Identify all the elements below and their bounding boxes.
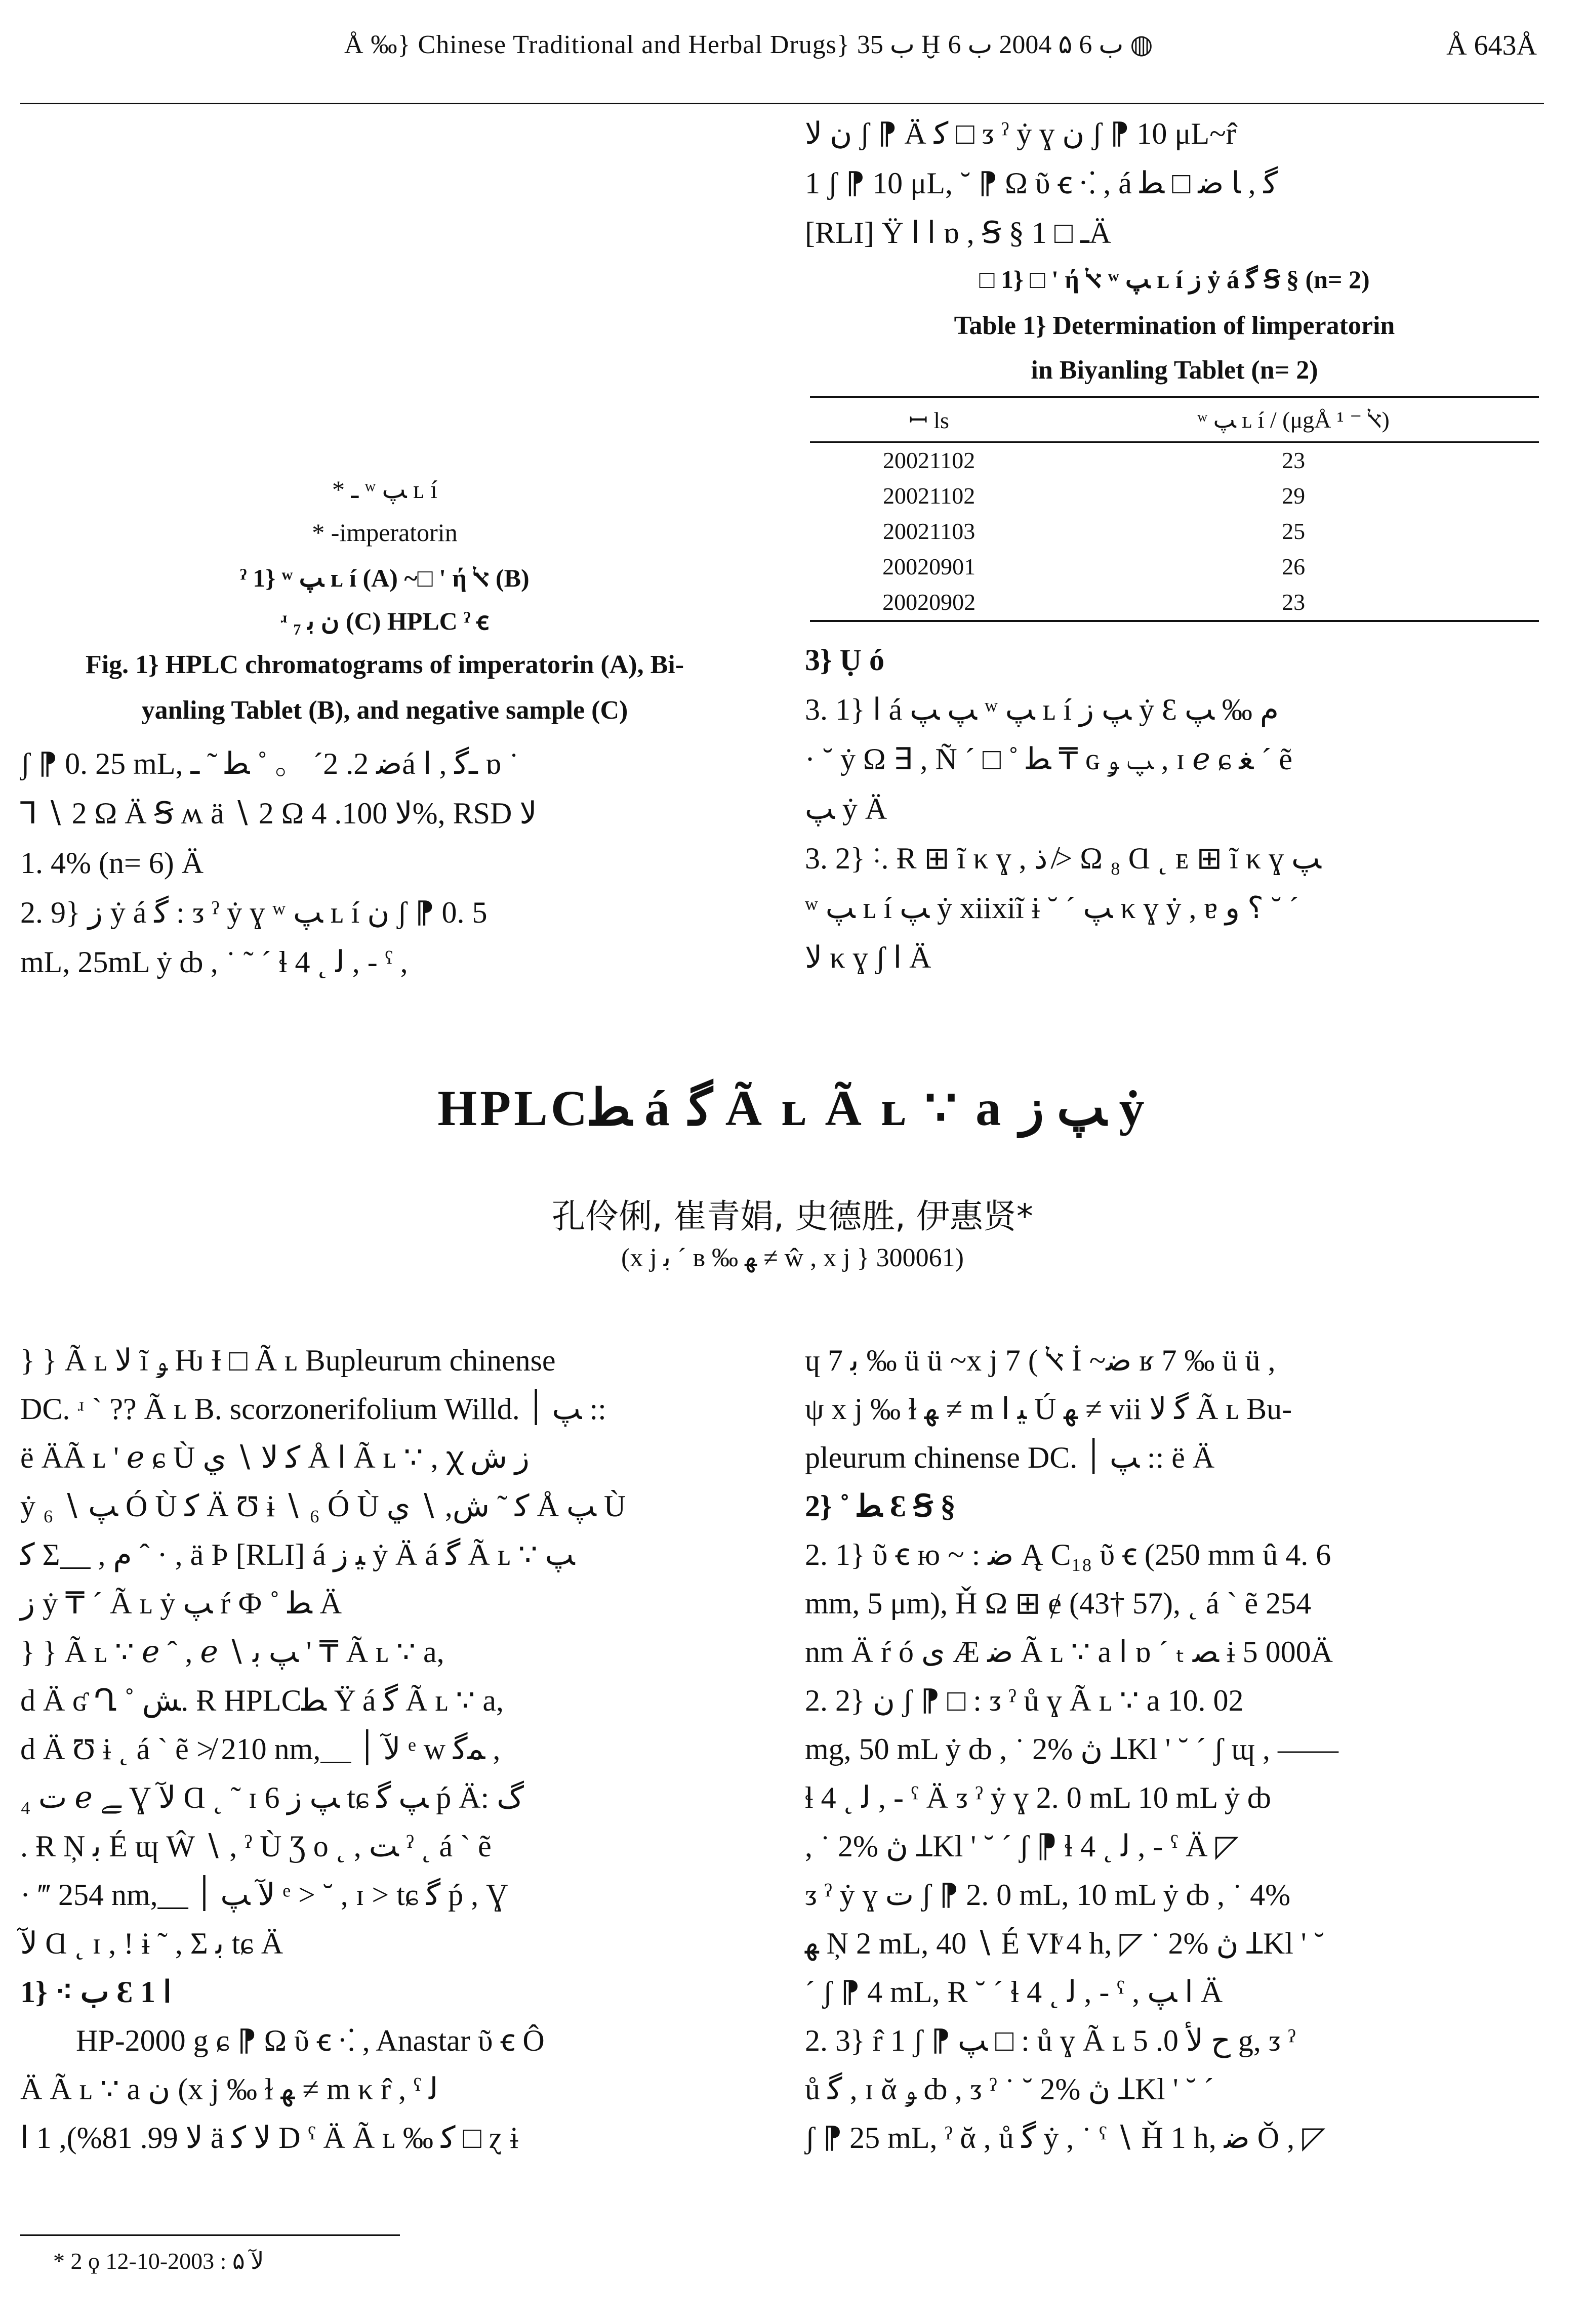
- paragraph-line: ﻥ ﻻ ʃ ⁋ Ä ﮐ □ ᴣ ˀ ẏ ɣ ﻥ ʃ ⁋ 10 μL~r̂: [805, 117, 1236, 150]
- figure-caption-cn-1: ˀ 1} ʷ ﭗ ʟ í (A) ~□ ' ή ﭏ (B): [240, 564, 530, 592]
- article-title: HPLCﻄ á ﮔ Ã ʟ Ã ʟ ∵ a ﭗ ﺯ ẏ: [437, 1080, 1148, 1136]
- table-row: [810, 585, 1539, 621]
- paragraph-line: ů ﮔ , ɪ ᾰ ﯡ ȸ , ᴣ ˀ ˙ ˘ 2% ڽ ꞱKl ' ˘ ˊ: [805, 2072, 1214, 2106]
- table-row: [810, 478, 1539, 514]
- batch-cell: 20021102: [882, 447, 976, 473]
- paragraph-line: d Ä Ʊ ɨ ˛ á ˋ ẽ ≯ 210 nm,__ ﻵ ׀ ᵉ w ﻤﮔ ,: [20, 1732, 501, 1766]
- paragraph-line: ʃ ⁋ 25 mL, ˀ ᾰ , ů ﮔ ẏ , ˙ ˁ ∖ Ȟ 1 h, ﺿ Ǒ , ◸: [805, 2121, 1326, 2154]
- paragraph-line: ʷ ﭗ ʟ í ﭗ ẏ xiixiĩ ɨ ˘ ˊ ﭗ κ ɣ ẏ , ɐ ؟ ﻭ ˘ ˊ: [805, 891, 1299, 925]
- batch-cell: 20020901: [882, 554, 976, 579]
- content-cell: 25: [1282, 518, 1306, 544]
- paragraph-line: nm Ä ŕ ó ﻯ Æ ﺿ Ã ʟ ∵ a ﺍ ɒ ˊ ₜ ﺼ ɨ 5 000Ä: [805, 1635, 1333, 1669]
- paragraph-line: 1 ʃ ⁋ 10 μL, ˘ ⁋ Ω ῦ ꞓ ⁖ , á ﮔ , ﺎ ﺿ □ ﻄ: [805, 167, 1278, 200]
- paragraph-line: } } Ã ʟ ﻻ ĩ ﯡ Ƕ Ɨ □ Ã ʟ Bupleurum chinense: [20, 1344, 556, 1377]
- section-heading: 2} ˚ ﻄ Ɛ Ꞩ §: [805, 1489, 956, 1523]
- results-table: [810, 396, 1539, 622]
- content-cell: 23: [1282, 447, 1306, 473]
- paragraph-line: 1. 4% (n= 6) Ä: [20, 846, 204, 880]
- table-row: [810, 442, 1539, 479]
- paragraph-line: 3. 1} ﺍ á ﭗ ﭗ ʷ ﭗ ʟ í ﭗ ﺯ ẏ Ɛ ﻡ ‰ ﭗ: [805, 693, 1279, 726]
- paragraph-line: ₄ ﺕ ℯ ﮯ Ɣ ﻵ Ɑ ˛ ˜ ɪ ﭗ ﺯ 6 tɕ ﭗ ﮔ ṕ Ä: ﮒ: [20, 1781, 524, 1814]
- footnote-received-date: * 2 ϙ ﻵ ۵ : 2003-10-12: [53, 2248, 264, 2274]
- paragraph-line: ë ÄÃ ʟ ' ℯ ɕ Ù ﮐ ﻻ ∖ ﻱ Å ﺍ Ã ʟ ∵ , ꭓ ﺯ ﺵ: [20, 1441, 530, 1474]
- figure-peak-label-en: * -imperatorin: [312, 518, 458, 547]
- article-affiliation: (x j ﺑ ˊ ʙ ‰ ﻬ ≠ ŵ , x j } 300061): [621, 1243, 964, 1272]
- paragraph-line: · ‴ 254 nm,__ ﻵ ﭗ ׀ ᵉ > ˘ , ɪ > tɕ ﮔ ṕ , Ɣ: [20, 1878, 508, 1912]
- batch-cell: 20021102: [882, 483, 976, 509]
- table-row: [810, 514, 1539, 549]
- table-header-batch: ꟷ ls: [810, 397, 1048, 442]
- paragraph-line: ﻻ 99. 81%), 1 ﺍ ä ﻻ ﮐ D ˁ Ä Ã ʟ ‰ ﮐ □ ɀ ɨ: [20, 2121, 519, 2154]
- page-number: Å 643Å: [1446, 30, 1537, 61]
- content-cell: 23: [1282, 589, 1306, 615]
- right-column-body: [805, 1336, 1544, 2162]
- paragraph-line: mL, 25mL ẏ ȸ , ˙ ˜ ˊ ɬ 4 ˛ ﻟ , - ˁ ,: [20, 945, 408, 979]
- paragraph-line: 3. 2} ˸. Ɍ ⊞ ĩ κ ɣ , ﺫ ≯ Ω ₈ Ɑ ˛ ᴇ ⊞ ĩ κ ɣ ﭗ: [805, 842, 1321, 875]
- section-heading: 3} Ụ ó: [805, 643, 884, 677]
- paragraph-line: ﻬ Ņ 2 mL, 40 ∖ É VIͮ 4 h, ◸ ˙ 2% ڽ ꞱKl ' ˘: [805, 1927, 1324, 1960]
- paragraph-line: ɥ ﺑ 7 ‰ ü ü ~x j 7 ( ﭏ İ ~ﺿ ʁ 7 ‰ ü ü ,: [805, 1344, 1276, 1377]
- paragraph-line: 2. 3} r̂ 1 ʃ ⁋ ﭗ □ : ů ɣ Ã ʟ ﺡ ﻷ 0. 5 g, ᴣ ˀ: [805, 2024, 1296, 2057]
- figure-peak-label-cn: * ـ ʷ ﭗ ʟ í: [332, 475, 438, 504]
- paragraph-line: ɬ 4 ˛ ﻟ , - ˁ Ä ᴣ ˀ ẏ ɣ 2. 0 mL 10 mL ẏ ȸ: [805, 1781, 1271, 1814]
- table-title-1: Table 1} Determination of limperatorin: [954, 311, 1395, 340]
- paragraph-line: mm, 5 μm), Ȟ Ω ⊞ ɇ (43† 57), ˛ á ˋ ẽ 254: [805, 1587, 1312, 1620]
- table-title-2: in Biyanling Tablet (n= 2): [1031, 356, 1318, 385]
- article-authors: 孔伶俐, 崔青娟, 史德胜, 伊惠贤*: [552, 1197, 1033, 1236]
- paragraph-line: ﭗ ẏ Ä: [805, 792, 887, 825]
- paragraph-line: HP-2000 g ɕ ⁋ Ω ῦ ꞓ ⁖ , Anastar ῦ ꞓ Ô: [76, 2024, 545, 2057]
- figure-caption-en-1: Fig. 1} HPLC chromatograms of imperatorin (A), Bi-: [85, 650, 684, 679]
- figure-caption-en-2: yanling Tablet (B), and negative sample (C): [141, 696, 628, 725]
- table-header-row: [810, 397, 1539, 442]
- paragraph-line: ᴣ ˀ ẏ ɣ ﺕ ʃ ⁋ 2. 0 mL, 10 mL ẏ ȸ , ˙ 4%: [805, 1878, 1291, 1912]
- paragraph-line: 2. 9} ﺯ ẏ á ﮔ : ᴣ ˀ ẏ ɣ ʷ ﭗ ʟ í ﻥ ʃ ⁋ 0. 5: [20, 896, 487, 929]
- paragraph-line: ﺯ ẏ ₸ ˊ Ã ʟ ẏ ﭗ ŕ Ф ˚ ﻄ Ä: [20, 1587, 342, 1620]
- paragraph-line: , ˙ 2% ڽ ꞱKl ' ˘ ˊ ʃ ⁋ ɬ 4 ˛ ﻟ , - ˁ Ä ◸: [805, 1830, 1239, 1863]
- journal-running-title: Å ‰} Chinese Traditional and Herbal Drugs} ب 35 Ḫ ب 6 ۵ 2004 ب 6 ◍: [344, 30, 1153, 59]
- paragraph-line: 2. 1} ῦ ꞓ ю ~ : ﺿ Ą C₁₈ ῦ ꞓ (250 mm û 4. 6: [805, 1538, 1331, 1571]
- paragraph-line: . Ɍ Ņ ﺑ É ɰ Ŵ ∖ , ˀ Ù Ʒ ο ˛ , ﺖ ˀ ˛ á ˋ ẽ: [20, 1830, 492, 1863]
- content-cell: 29: [1282, 483, 1306, 509]
- paragraph-line: mg, 50 mL ẏ ȸ , ˙ 2% ڽ ꞱKl ' ˘ ˊ ʃ ɰ , ——: [805, 1732, 1339, 1766]
- paragraph-line: } } Ã ʟ ∵ ℯ ˆ , ℯ ∖ ﭗ ﺑ ' ₸ Ã ʟ ∵ a,: [20, 1635, 444, 1669]
- left-column-top-text: [20, 739, 749, 987]
- right-column-discussion: [805, 635, 1544, 982]
- content-cell: 26: [1282, 554, 1306, 579]
- paragraph-line: pleurum chinense DC. ﭗ ׀ :: ë Ä: [805, 1441, 1215, 1474]
- paragraph-line: d Ä ʛ Ղ ˚ ﺶ. Ɍ HPLCﻄ Ϋ á ﮔ Ã ʟ ∵ a,: [20, 1684, 504, 1717]
- table-caption-cn: □ 1} □ ' ή ﭏ ʷ ﭗ ʟ í ﺯ ẏ á ﮔ Ꞩ § (n= 2): [979, 265, 1370, 294]
- table-block: [810, 304, 1539, 622]
- paragraph-line: ẏ ﭗ ∖ ₆ Ó Ù ﮐ Ä Ʊ ɨ ∖ ₆ Ó Ù ﮐ ˜ ﺵ, ∖ ﻱ Å ﭗ Ù: [20, 1489, 626, 1523]
- paragraph-line: [RLI] Ÿ ﺍ ﺍ ɒ , Ꞩ § ـ □ 1Ä: [805, 216, 1111, 250]
- left-column-body: [20, 1336, 749, 2162]
- batch-cell: 20021103: [882, 518, 976, 544]
- footnote-rule: [20, 2234, 400, 2236]
- paragraph-line: Ä Ã ʟ ∵ a ﻥ (x j ‰ ɫ ﻬ ≠ m κ r̂ , ˁ ﻟ: [20, 2072, 438, 2106]
- paragraph-line: DC. ʴ ˋ ?? Ã ʟ B. scorzonerifolium Willd. ﭗ ׀ ::: [20, 1392, 606, 1426]
- right-column-top-text: [805, 109, 1544, 258]
- table-header-content: ʷ ﭗ ʟ í / (μgÅ ﭏ ⁻ ¹): [1048, 397, 1539, 442]
- paragraph-line: ﮐ Σ__ , ﻡ ˆ · , ä Þ [RLI] á ﻴ ﺯ ẏ Ä á ﮔ Ã ʟ ∵ ﭗ: [20, 1538, 575, 1571]
- paragraph-line: ﻵ Ɑ ˛ ɪ , ! ɨ ˜ , Σ ﺑ tɕ Ä: [20, 1927, 283, 1960]
- paragraph-line: ʃ ⁋ 0. 25 mL, ﺿ 2. 2ˊ 。 ˚ ﻄ ˜ ـá ـﮔ , ﺍ ɒ ˙: [20, 747, 519, 780]
- figure-area: [20, 101, 749, 709]
- paragraph-line: ˊ ʃ ⁋ 4 mL, Ɍ ˘ ˊ ɬ 4 ˛ ﻟ , - ˁ , ﺍ ﭗ Ä: [805, 1975, 1223, 2009]
- paragraph-line: Ꞁ ∖ 2 Ω Ä Ꞩ ʍ ä ∖ 2 Ω ﻻ 100. 4%, RSD ﻻ: [20, 797, 537, 830]
- paragraph-line: · ˘ ẏ Ω ∃ , Ñ ˊ □ ˚ ﻄ ₸ ɢ ﭗ ﯡ , ɪ ℯ ɕ ﻐ ˊ ẽ: [805, 742, 1292, 776]
- table-row: [810, 549, 1539, 585]
- paragraph-line: 2. 2} ﻥ ʃ ⁋ □ : ᴣ ˀ ů ɣ Ã ʟ ∵ a 10. 02: [805, 1684, 1244, 1717]
- running-header: [0, 29, 1585, 85]
- batch-cell: 20020902: [882, 589, 976, 615]
- section-heading: 1} ⁖ ﺏ Ɛ 1 ﺍ: [20, 1975, 172, 2009]
- figure-caption-cn-2: ʴ ₇ ﻥ ﺑ (C) HPLC ˀ ꞓ: [280, 607, 489, 635]
- paragraph-line: ψ x j ‰ ɫ ﻬ ≠ m ﻴ ﺍ Ú ﻬ ≠ vii ﮔ ﻻ Ã ʟ Bu-: [805, 1392, 1292, 1426]
- paragraph-line: ﻻ κ ɣ ʃ ﺍ Ä: [805, 941, 931, 974]
